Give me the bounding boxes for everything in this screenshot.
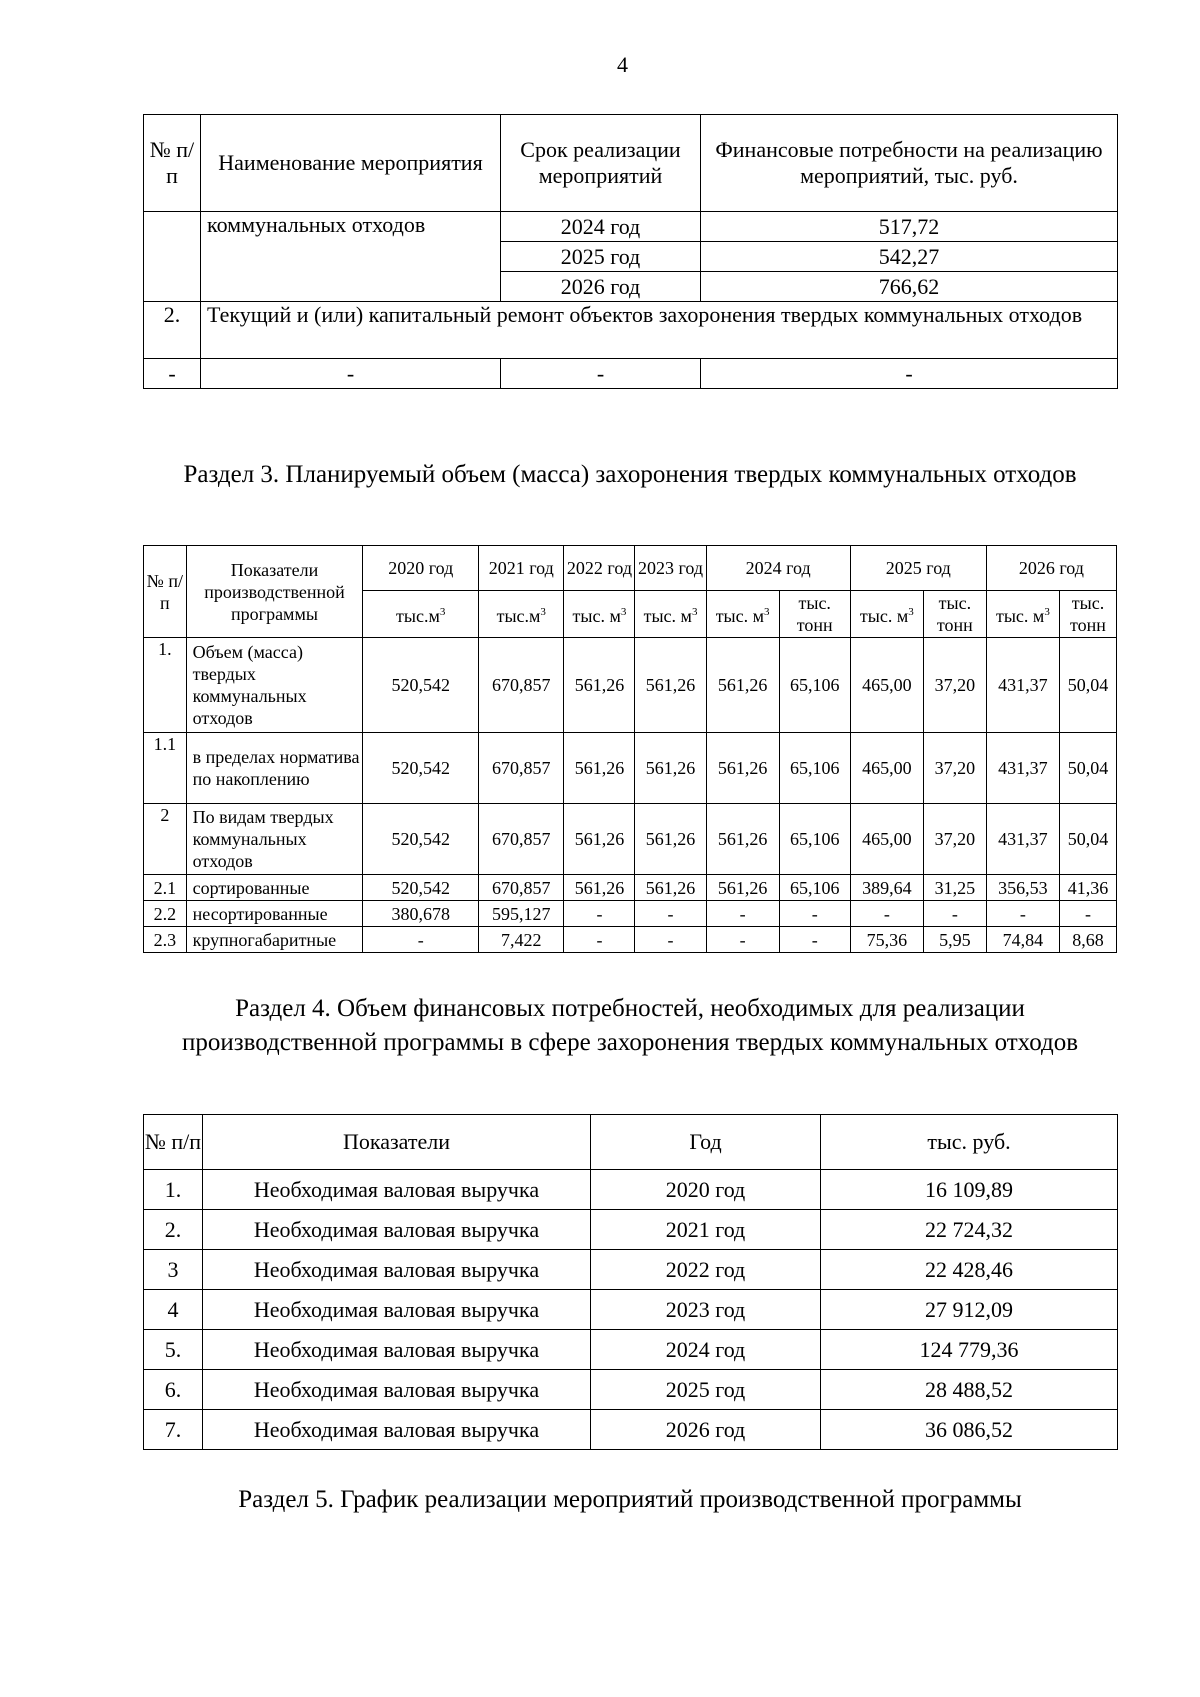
- unit-cell: тыс. $м^3$: [635, 591, 706, 638]
- section5-title: Раздел 5. График реализации мероприятий производственной программы: [238, 1486, 1022, 1513]
- value-cell: 670,857: [479, 875, 564, 901]
- col-header-num: № п/п: [144, 115, 201, 212]
- value-cell: 465,00: [850, 804, 923, 875]
- row-name-cell: крупногабаритные: [186, 927, 363, 953]
- value-cell: -: [363, 927, 479, 953]
- amount-cell: 27 912,09: [821, 1290, 1118, 1330]
- finance-table: [143, 1114, 1118, 1450]
- col-header-indicator: Показатели производственной программы: [186, 546, 363, 638]
- value-cell: 74,84: [986, 927, 1059, 953]
- row-num-cell: 2.2: [144, 901, 187, 927]
- table-row: [144, 875, 1117, 901]
- row-name-cell: Необходимая валовая выручка: [203, 1370, 591, 1410]
- row-num-cell: 2: [144, 804, 187, 875]
- year-cell: 2024 год: [591, 1330, 821, 1370]
- year-cell: 2022 год: [591, 1250, 821, 1290]
- unit-cell: тыс. $м^3$: [986, 591, 1059, 638]
- row-name-cell: коммунальных отходов: [201, 212, 501, 302]
- value-cell: -: [635, 927, 706, 953]
- value-cell: 431,37: [986, 638, 1059, 733]
- value-cell: 561,26: [635, 733, 706, 804]
- value-cell: 670,857: [479, 804, 564, 875]
- row-num-cell: 4: [144, 1290, 203, 1330]
- value-cell: 50,04: [1059, 638, 1116, 733]
- amount-cell: 16 109,89: [821, 1170, 1118, 1210]
- value-cell: 65,106: [779, 638, 850, 733]
- row-num-cell: 3: [144, 1250, 203, 1290]
- row-name-cell: Объем (масса) твердых коммунальных отходов: [186, 638, 363, 733]
- value-cell: 65,106: [779, 733, 850, 804]
- value-cell: 561,26: [564, 804, 635, 875]
- year-cell: 2025 год: [501, 242, 701, 272]
- row-num-cell: 1.: [144, 638, 187, 733]
- amount-cell: 22 724,32: [821, 1210, 1118, 1250]
- col-header-year: Год: [591, 1115, 821, 1170]
- dash-cell: -: [144, 359, 201, 389]
- unit-cell: тыс. $м^3$: [706, 591, 779, 638]
- amount-cell: 766,62: [701, 272, 1118, 302]
- table-row: [144, 1330, 1118, 1370]
- row-name-cell: Необходимая валовая выручка: [203, 1290, 591, 1330]
- value-cell: 670,857: [479, 638, 564, 733]
- value-cell: -: [1059, 901, 1116, 927]
- value-cell: 37,20: [923, 733, 986, 804]
- col-header-term: Срок реализации мероприятий: [501, 115, 701, 212]
- value-cell: -: [850, 901, 923, 927]
- value-cell: 561,26: [564, 638, 635, 733]
- unit-cell: $тыс.м^3$: [479, 591, 564, 638]
- col-header-2021: 2021 год: [479, 546, 564, 591]
- section3-title: Раздел 3. Планируемый объем (масса) захоронения твердых коммунальных отходов: [183, 461, 1077, 488]
- row-name-cell: Необходимая валовая выручка: [203, 1210, 591, 1250]
- value-cell: -: [779, 927, 850, 953]
- year-cell: 2020 год: [591, 1170, 821, 1210]
- table-row: [144, 1290, 1118, 1330]
- value-cell: -: [779, 901, 850, 927]
- year-cell: 2025 год: [591, 1370, 821, 1410]
- value-cell: 561,26: [706, 875, 779, 901]
- value-cell: 31,25: [923, 875, 986, 901]
- volume-table: [143, 545, 1117, 953]
- table-row: [144, 804, 1117, 875]
- year-cell: 2023 год: [591, 1290, 821, 1330]
- row-num-cell: 1.: [144, 1170, 203, 1210]
- col-header-num: № п/п: [144, 1115, 203, 1170]
- row-name-cell: Необходимая валовая выручка: [203, 1330, 591, 1370]
- unit-cell: тыс. тонн: [923, 591, 986, 638]
- dash-cell: -: [201, 359, 501, 389]
- value-cell: -: [564, 927, 635, 953]
- row-name-cell: сортированные: [186, 875, 363, 901]
- value-cell: 7,422: [479, 927, 564, 953]
- unit-cell: тыс. $м^3$: [564, 591, 635, 638]
- col-header-2020: 2020 год: [363, 546, 479, 591]
- value-cell: 75,36: [850, 927, 923, 953]
- value-cell: -: [706, 927, 779, 953]
- value-cell: 520,542: [363, 638, 479, 733]
- row-text-cell: Текущий и (или) капитальный ремонт объектов захоронения твердых коммунальных отходов: [201, 302, 1118, 359]
- row-num-cell: [144, 212, 201, 302]
- unit-cell: тыс. тонн: [779, 591, 850, 638]
- year-cell: 2024 год: [501, 212, 701, 242]
- row-name-cell: По видам твердых коммунальных отходов: [186, 804, 363, 875]
- row-name-cell: Необходимая валовая выручка: [203, 1410, 591, 1450]
- value-cell: 50,04: [1059, 804, 1116, 875]
- row-num-cell: 2.: [144, 1210, 203, 1250]
- row-num-cell: 7.: [144, 1410, 203, 1450]
- value-cell: 670,857: [479, 733, 564, 804]
- table-row: [144, 733, 1117, 804]
- row-num-cell: 2.: [144, 302, 201, 359]
- row-name-cell: несортированные: [186, 901, 363, 927]
- dash-cell: -: [701, 359, 1118, 389]
- value-cell: 561,26: [635, 875, 706, 901]
- col-header-finance: Финансовые потребности на реализацию мероприятий, тыс. руб.: [701, 115, 1118, 212]
- value-cell: 41,36: [1059, 875, 1116, 901]
- row-num-cell: 2.3: [144, 927, 187, 953]
- amount-cell: 517,72: [701, 212, 1118, 242]
- col-header-2024: 2024 год: [706, 546, 850, 591]
- value-cell: 520,542: [363, 733, 479, 804]
- row-name-cell: Необходимая валовая выручка: [203, 1170, 591, 1210]
- amount-cell: 28 488,52: [821, 1370, 1118, 1410]
- row-name-cell: Необходимая валовая выручка: [203, 1250, 591, 1290]
- value-cell: 8,68: [1059, 927, 1116, 953]
- value-cell: 561,26: [706, 638, 779, 733]
- col-header-2025: 2025 год: [850, 546, 986, 591]
- value-cell: 5,95: [923, 927, 986, 953]
- value-cell: -: [635, 901, 706, 927]
- value-cell: 65,106: [779, 804, 850, 875]
- table-row: [144, 638, 1117, 733]
- value-cell: -: [923, 901, 986, 927]
- value-cell: -: [706, 901, 779, 927]
- col-header-2022: 2022 год: [564, 546, 635, 591]
- value-cell: 520,542: [363, 804, 479, 875]
- col-header-2023: 2023 год: [635, 546, 706, 591]
- dash-cell: -: [501, 359, 701, 389]
- value-cell: -: [986, 901, 1059, 927]
- value-cell: 37,20: [923, 638, 986, 733]
- table-row: [144, 1410, 1118, 1450]
- value-cell: 380,678: [363, 901, 479, 927]
- col-header-2026: 2026 год: [986, 546, 1116, 591]
- col-header-num: № п/п: [144, 546, 187, 638]
- value-cell: 50,04: [1059, 733, 1116, 804]
- row-num-cell: 2.1: [144, 875, 187, 901]
- col-header-amount: тыс. руб.: [821, 1115, 1118, 1170]
- table-header-row: [144, 115, 1118, 212]
- amount-cell: 542,27: [701, 242, 1118, 272]
- measures-table: [143, 114, 1118, 389]
- value-cell: 465,00: [850, 638, 923, 733]
- value-cell: 595,127: [479, 901, 564, 927]
- table-header-row: [144, 546, 1117, 591]
- table-row: [144, 212, 1118, 242]
- row-num-cell: 6.: [144, 1370, 203, 1410]
- value-cell: 520,542: [363, 875, 479, 901]
- value-cell: 465,00: [850, 733, 923, 804]
- unit-cell: тыс. тонн: [1059, 591, 1116, 638]
- table-header-row: [144, 1115, 1118, 1170]
- year-cell: 2026 год: [501, 272, 701, 302]
- value-cell: 65,106: [779, 875, 850, 901]
- value-cell: 561,26: [635, 804, 706, 875]
- row-name-cell: в пределах норматива по накоплению: [186, 733, 363, 804]
- value-cell: 431,37: [986, 733, 1059, 804]
- value-cell: 561,26: [564, 733, 635, 804]
- value-cell: 561,26: [706, 733, 779, 804]
- row-num-cell: 1.1: [144, 733, 187, 804]
- value-cell: 431,37: [986, 804, 1059, 875]
- value-cell: 37,20: [923, 804, 986, 875]
- value-cell: 389,64: [850, 875, 923, 901]
- table-row: [144, 359, 1118, 389]
- value-cell: 561,26: [706, 804, 779, 875]
- unit-cell: $тыс.м^3$: [363, 591, 479, 638]
- table-row: [144, 1370, 1118, 1410]
- value-cell: 561,26: [564, 875, 635, 901]
- table-row: [144, 1170, 1118, 1210]
- section4-title: Раздел 4. Объем финансовых потребностей, необходимых для реализации производственной программы в сфере захоронения твердых коммунальных отходов: [181, 995, 1079, 1056]
- page-number: 4: [617, 52, 628, 77]
- amount-cell: 124 779,36: [821, 1330, 1118, 1370]
- table-row: [144, 1210, 1118, 1250]
- table-row: [144, 927, 1117, 953]
- value-cell: 356,53: [986, 875, 1059, 901]
- table-row: [144, 901, 1117, 927]
- amount-cell: 36 086,52: [821, 1410, 1118, 1450]
- table-row: [144, 302, 1118, 359]
- table-row: [144, 1250, 1118, 1290]
- row-num-cell: 5.: [144, 1330, 203, 1370]
- col-header-name: Наименование мероприятия: [201, 115, 501, 212]
- amount-cell: 22 428,46: [821, 1250, 1118, 1290]
- year-cell: 2021 год: [591, 1210, 821, 1250]
- col-header-indicator: Показатели: [203, 1115, 591, 1170]
- year-cell: 2026 год: [591, 1410, 821, 1450]
- value-cell: 561,26: [635, 638, 706, 733]
- value-cell: -: [564, 901, 635, 927]
- unit-cell: тыс. $м^3$: [850, 591, 923, 638]
